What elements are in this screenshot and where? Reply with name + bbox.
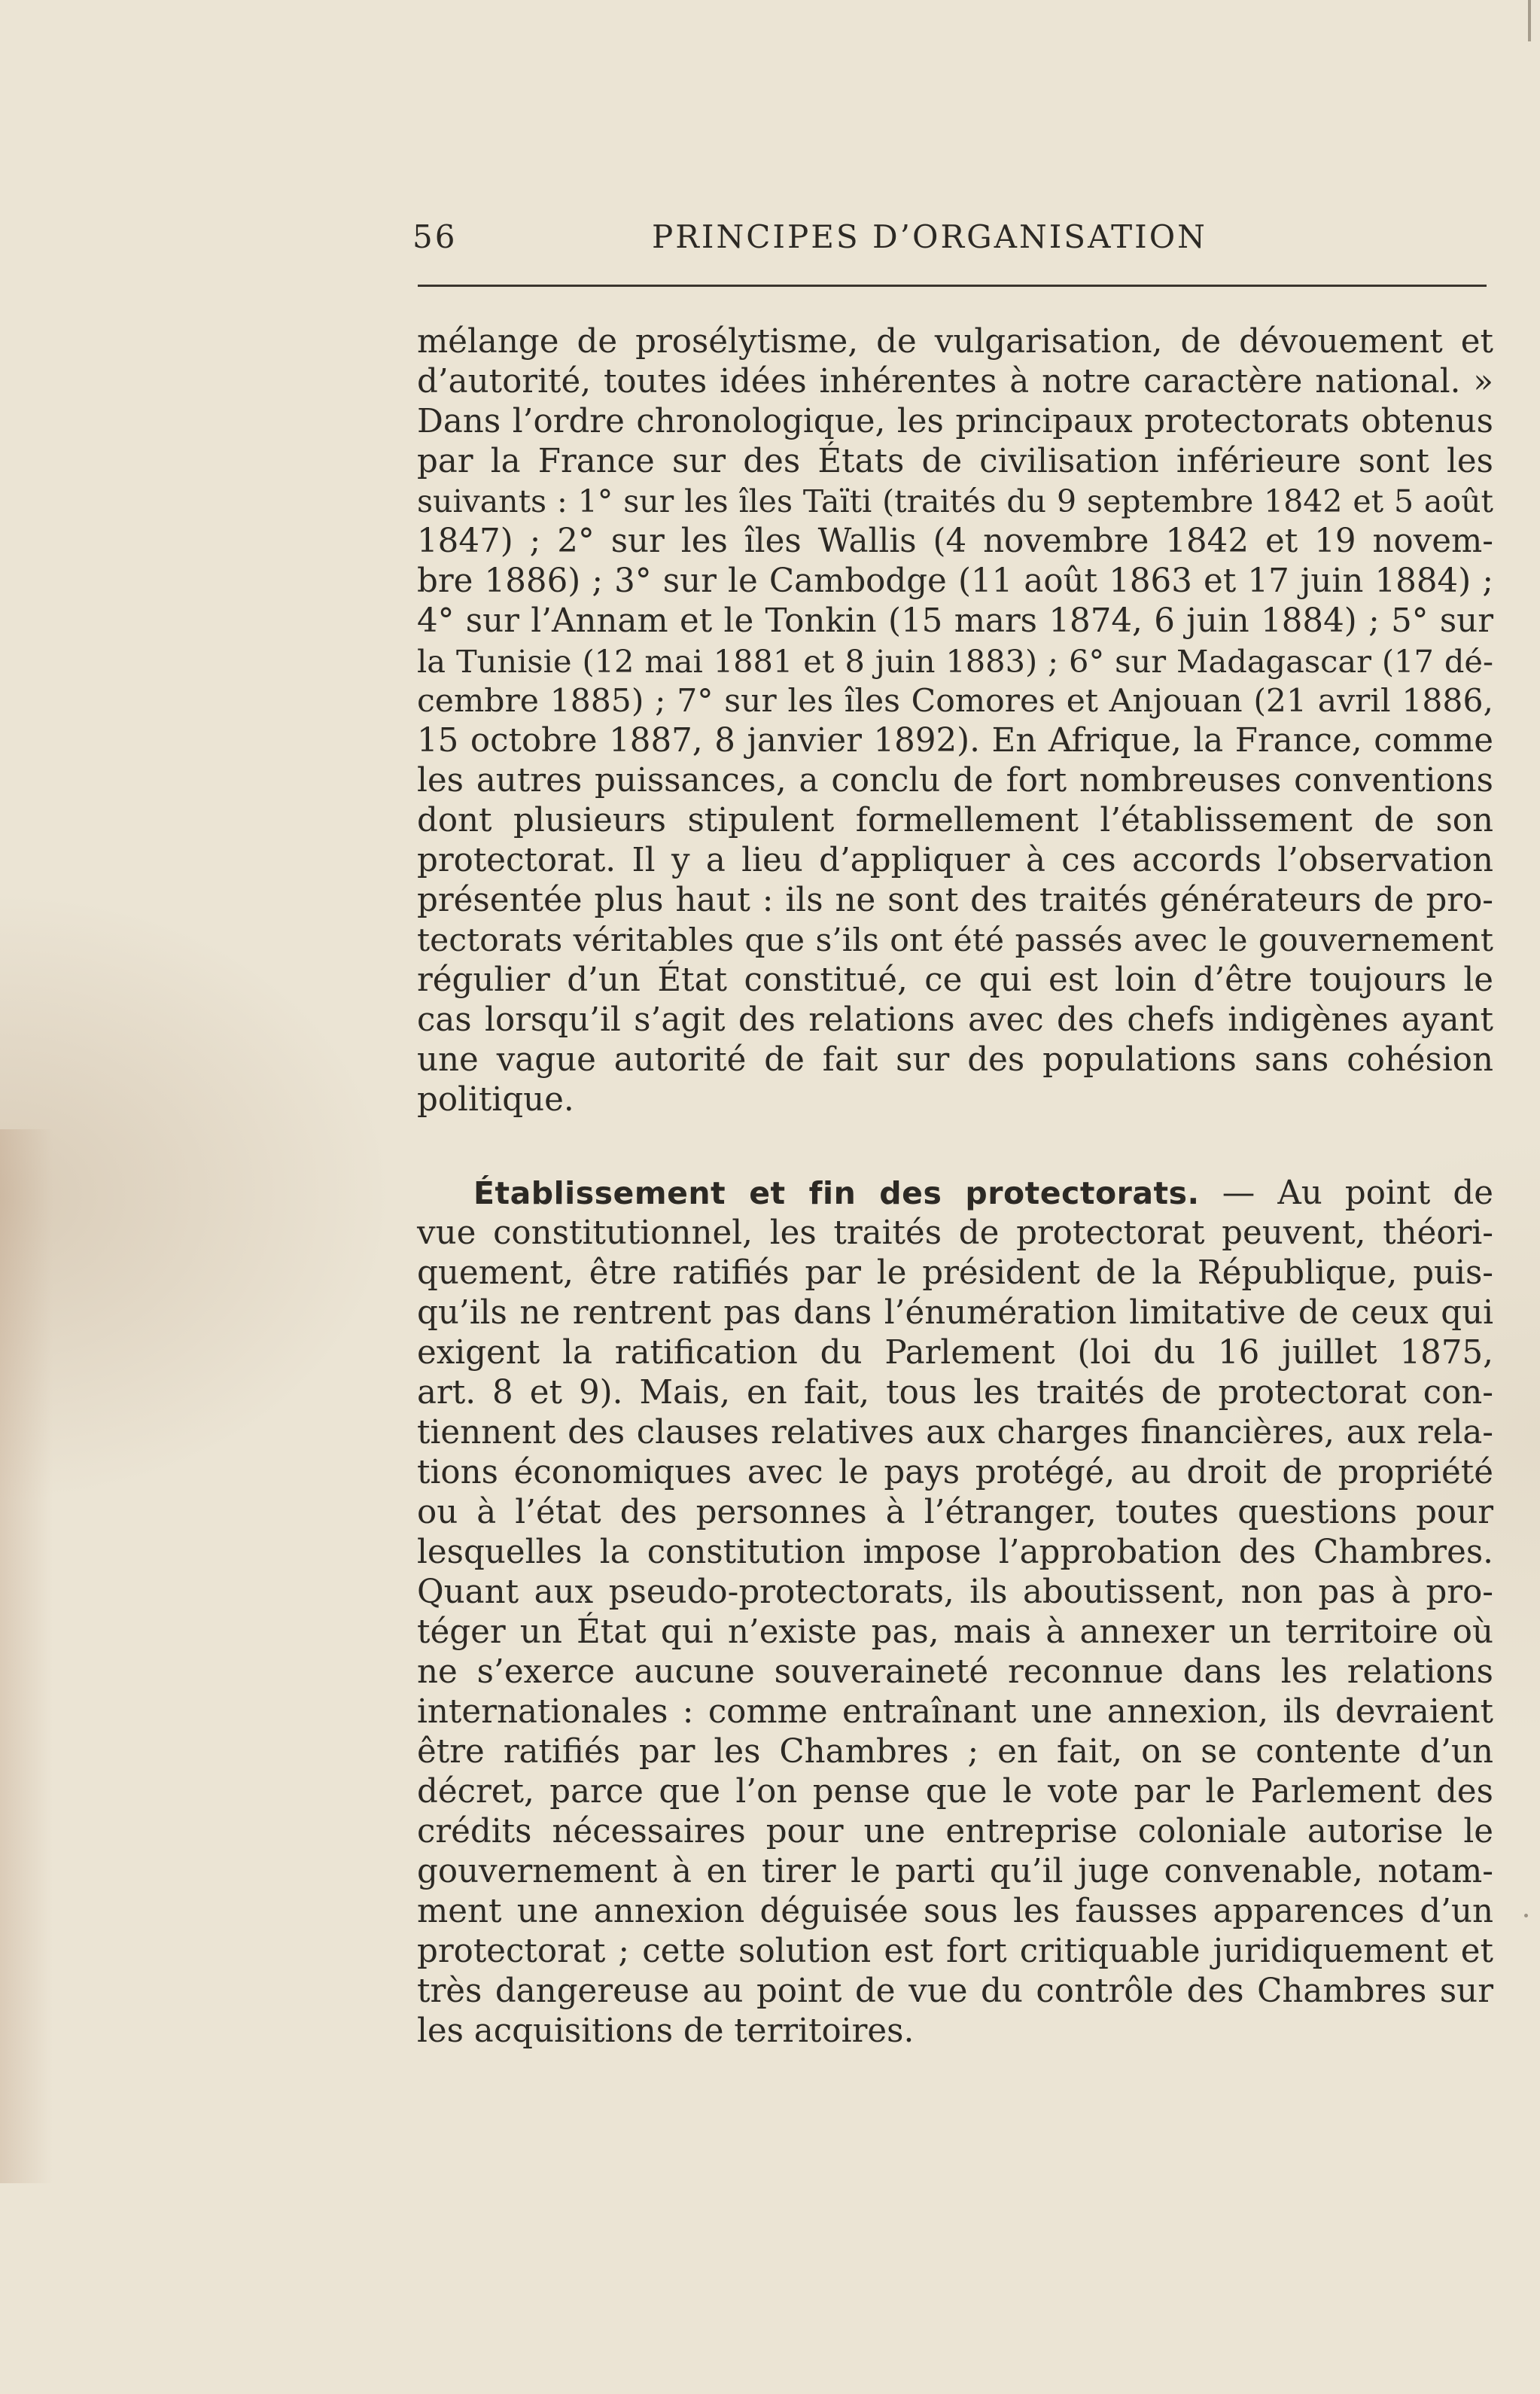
section-first-line [417, 1174, 1493, 1214]
text-line: lesquelles la constitution impose l’approbation des Chambres. [417, 1534, 1493, 1571]
text-line: 4° sur l’Annam et le Tonkin (15 mars 1874, 6 juin 1884) ; 5° sur [417, 602, 1493, 640]
header-rule [418, 285, 1487, 287]
paragraph-1 [417, 322, 1493, 1120]
margin-speck [1524, 1914, 1528, 1917]
section-paragraph [417, 1174, 1493, 2051]
text-line: ment une annexion déguisée sous les fausses apparences d’un [417, 1893, 1493, 1930]
text-line: les acquisitions de territoires. [417, 2012, 915, 2050]
section-first-line-text: — Au point de [1199, 1174, 1493, 1212]
text-line: téger un État qui n’existe pas, mais à annexer un territoire où [417, 1613, 1493, 1651]
text-line: ou à l’état des personnes à l’étranger, toutes questions pour [417, 1494, 1493, 1531]
text-line: vue constitutionnel, les traités de protectorat peuvent, théori- [417, 1214, 1493, 1252]
running-title: PRINCIPES D’ORGANISATION [652, 218, 1207, 255]
text-line: art. 8 et 9). Mais, en fait, tous les traités de protectorat con- [417, 1374, 1493, 1412]
text-line: décret, parce que l’on pense que le vote par le Parlement des [417, 1773, 1493, 1811]
text-line: cembre 1885) ; 7° sur les îles Comores et Anjouan (21 avril 1886, [417, 683, 1493, 720]
text-line: exigent la ratification du Parlement (loi du 16 juillet 1875, [417, 1334, 1493, 1372]
text-line: par la France sur des États de civilisation inférieure sont les [417, 443, 1493, 480]
text-line: tions économiques avec le pays protégé, au droit de propriété [417, 1454, 1493, 1491]
body-text [417, 322, 1493, 2051]
page-number: 56 [412, 218, 458, 255]
text-line: une vague autorité de fait sur des populations sans cohésion [417, 1041, 1493, 1079]
page-edge-mark [1528, 0, 1531, 41]
text-line: 1847) ; 2° sur les îles Wallis (4 novembre 1842 et 19 novem- [417, 522, 1493, 560]
text-line: internationales : comme entraînant une annexion, ils devraient [417, 1693, 1493, 1731]
text-line: présentée plus haut : ils ne sont des traités générateurs de pro- [417, 882, 1493, 919]
text-line: d’autorité, toutes idées inhérentes à notre caractère national. » [417, 363, 1493, 401]
text-line: politique. [417, 1081, 574, 1119]
text-line: mélange de prosélytisme, de vulgarisation, de dévouement et [417, 323, 1493, 361]
text-line: protectorat. Il y a lieu d’appliquer à ces accords l’observation [417, 842, 1493, 879]
text-line: les autres puissances, a conclu de fort nombreuses conventions [417, 762, 1493, 800]
text-line: crédits nécessaires pour une entreprise coloniale autorise le [417, 1813, 1493, 1850]
text-line: quement, être ratifiés par le président de la République, puis- [417, 1254, 1493, 1292]
page-edge-stain [0, 1129, 53, 2183]
text-line: gouvernement à en tirer le parti qu’il juge convenable, notam- [417, 1853, 1493, 1890]
text-line: la Tunisie (12 mai 1881 et 8 juin 1883) ; 6° sur Madagascar (17 dé- [417, 643, 1493, 680]
text-line: suivants : 1° sur les îles Taïti (traités du 9 septembre 1842 et 5 août [417, 483, 1493, 519]
text-line: ne s’exerce aucune souveraineté reconnue dans les relations [417, 1653, 1493, 1691]
text-line: protectorat ; cette solution est fort critiquable juridiquement et [417, 1933, 1493, 1970]
text-line: être ratifiés par les Chambres ; en fait, on se contente d’un [417, 1733, 1493, 1771]
text-line: très dangereuse au point de vue du contrôle des Chambres sur [417, 1972, 1493, 2010]
text-line: régulier d’un État constitué, ce qui est loin d’être toujours le [417, 961, 1493, 999]
text-line: cas lorsqu’il s’agit des relations avec des chefs indigènes ayant [417, 1001, 1493, 1039]
text-line: Quant aux pseudo-protectorats, ils aboutissent, non pas à pro- [417, 1573, 1493, 1611]
text-line: 15 octobre 1887, 8 janvier 1892). En Afrique, la France, comme [417, 722, 1493, 760]
text-line: qu’ils ne rentrent pas dans l’énumération limitative de ceux qui [417, 1294, 1493, 1332]
text-line: tiennent des clauses relatives aux charges financières, aux rela- [417, 1414, 1493, 1451]
running-header [412, 218, 1486, 263]
text-line: Dans l’ordre chronologique, les principaux protectorats obtenus [417, 403, 1493, 440]
paragraph-gap [417, 1120, 1493, 1174]
text-line: tectorats véritables que s’ils ont été passés avec le gouvernement [417, 922, 1493, 959]
text-line: dont plusieurs stipulent formellement l’établissement de son [417, 802, 1493, 839]
section-heading: Établissement et fin des protectorats. [473, 1175, 1200, 1211]
text-line: bre 1886) ; 3° sur le Cambodge (11 août 1863 et 17 juin 1884) ; [417, 562, 1493, 600]
